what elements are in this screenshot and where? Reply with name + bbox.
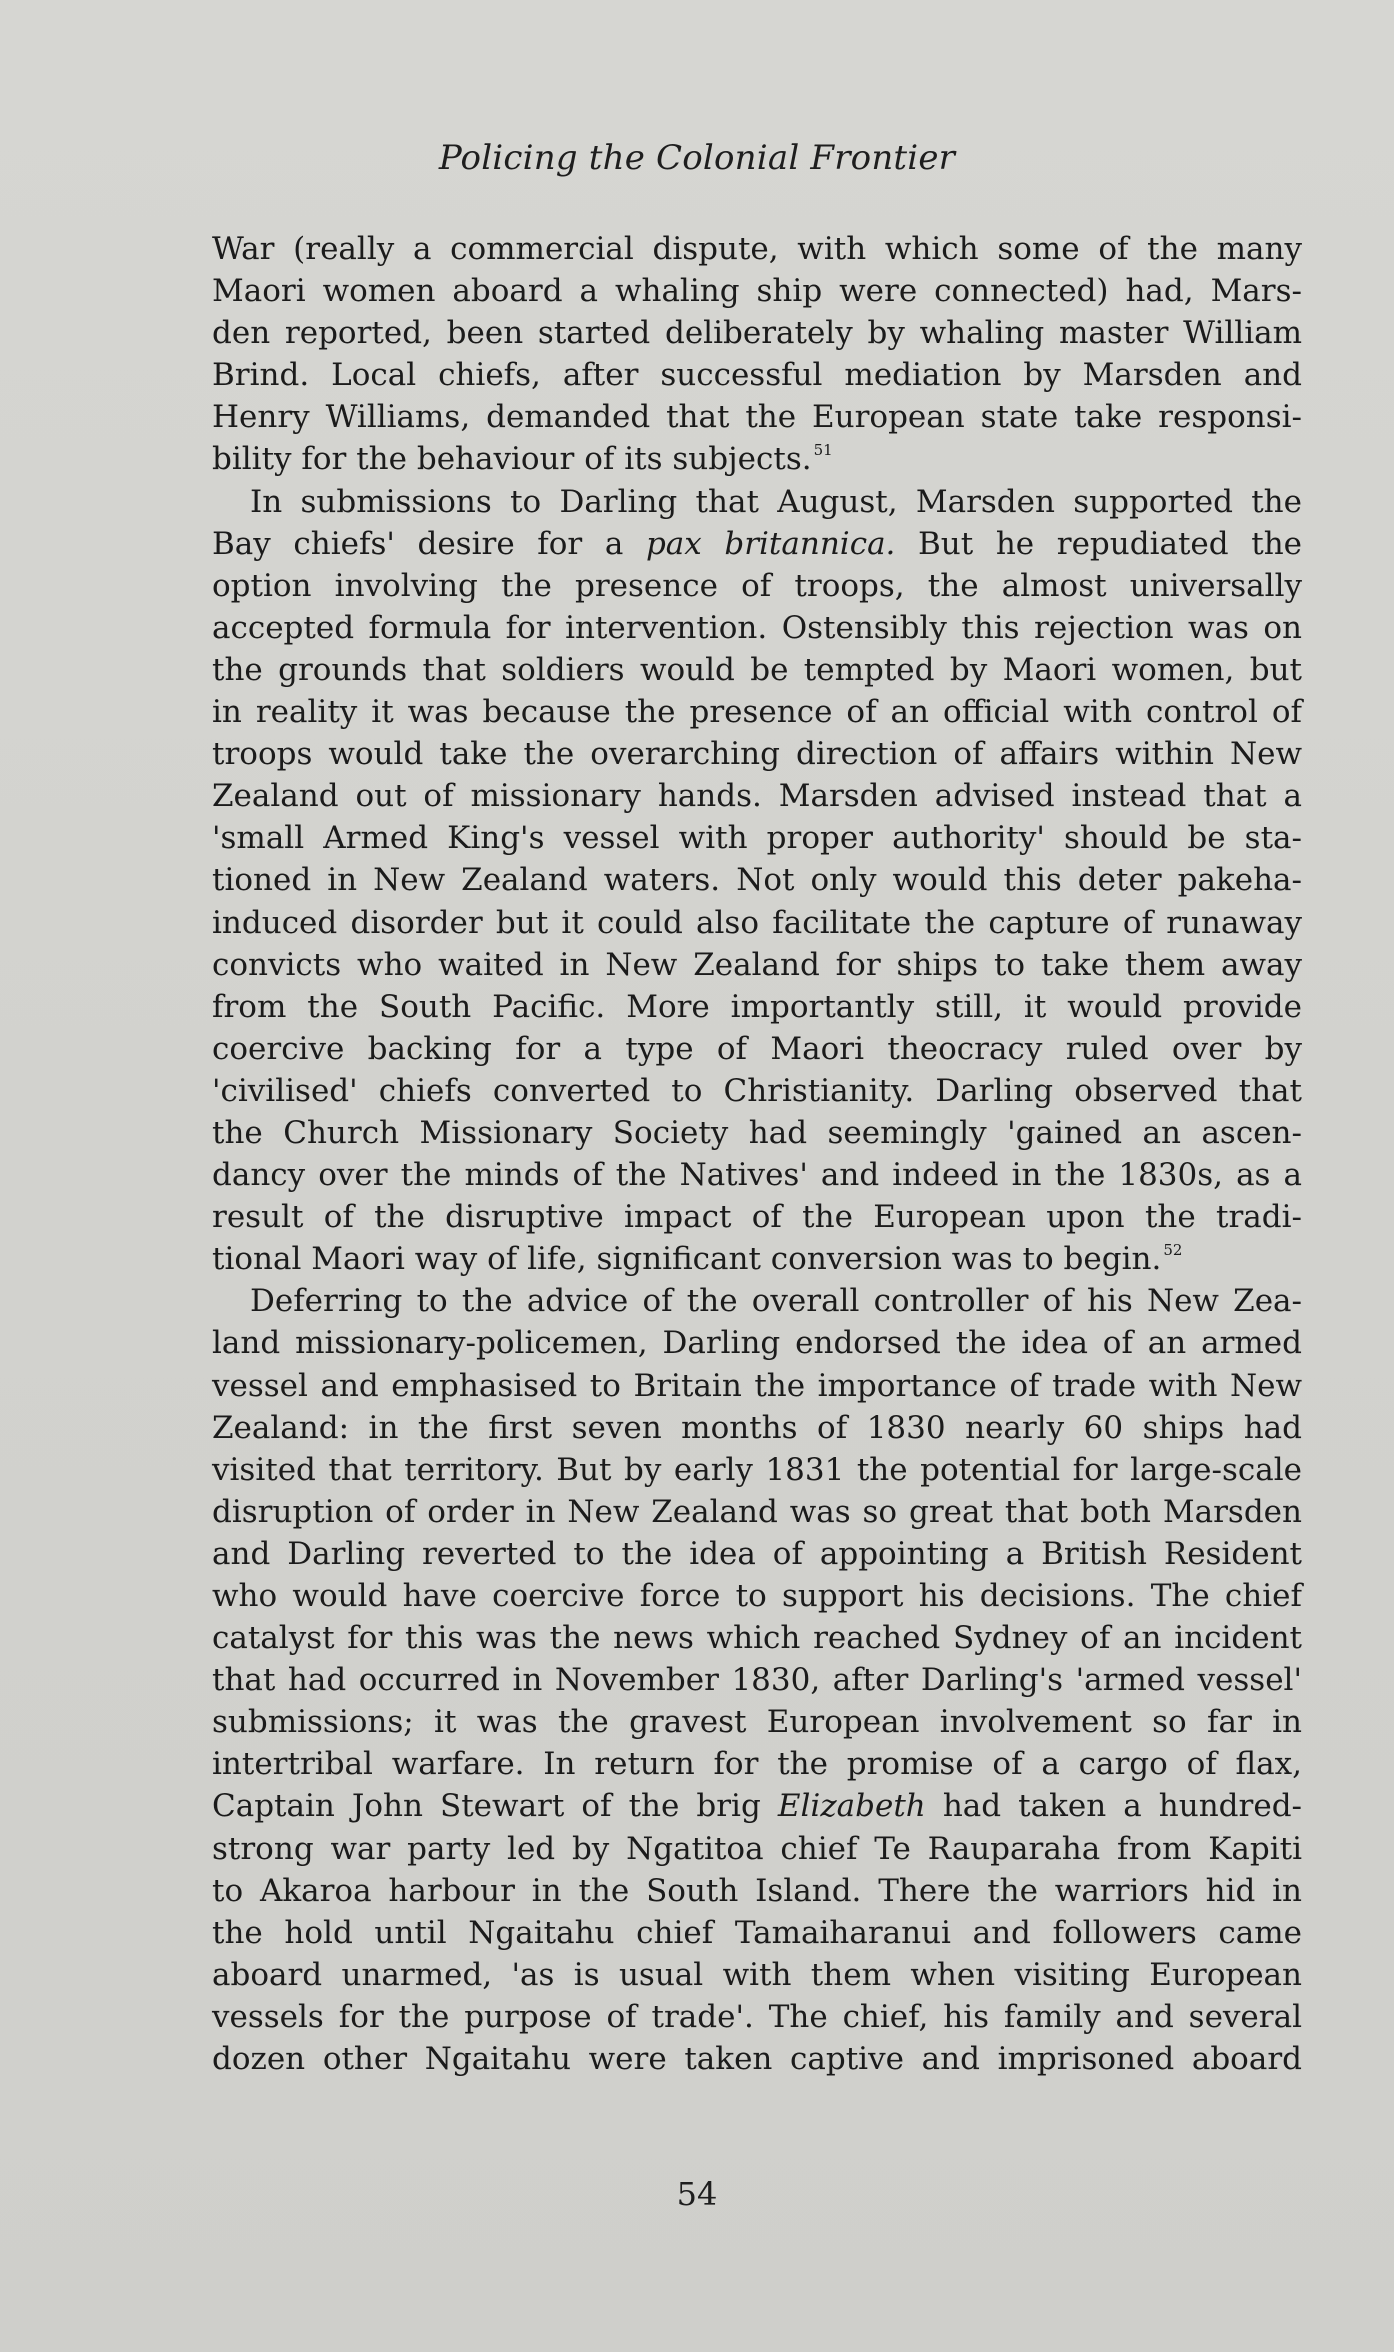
text-line: to Akaroa harbour in the South Island. There the warriors hid in <box>212 1872 1302 1909</box>
text-line: 'civilised' chiefs converted to Christianity. Darling observed that <box>212 1072 1302 1109</box>
text-line: strong war party led by Ngatitoa chief Te Rauparaha from Kapiti <box>212 1830 1302 1867</box>
text-line: Zealand: in the first seven months of 1830 nearly 60 ships had <box>212 1409 1302 1446</box>
text-line: aboard unarmed, 'as is usual with them when visiting European <box>212 1956 1302 1993</box>
text-line: accepted formula for intervention. Ostensibly this rejection was on <box>212 609 1302 646</box>
text-line: from the South Pacific. More importantly still, it would provide <box>212 988 1302 1025</box>
text-line: vessel and emphasised to Britain the importance of trade with New <box>212 1367 1302 1404</box>
footnote-ref[interactable]: 51 <box>813 441 833 460</box>
text-line: in reality it was because the presence of an official with control of <box>212 694 1302 731</box>
text-line: Bay chiefs' desire for a pax britannica. But he repudiated the <box>212 525 1303 562</box>
text-line: visited that territory. But by early 1831 the potential for large-scale <box>212 1451 1302 1488</box>
text-line: dozen other Ngaitahu were taken captive and imprisoned aboard <box>212 2041 1302 2078</box>
text-line: submissions; it was the gravest European involvement so far in <box>212 1704 1302 1741</box>
text-line: disruption of order in New Zealand was so great that both Marsden <box>212 1493 1302 1530</box>
text-line: Henry Williams, demanded that the European state take responsi- <box>212 399 1302 436</box>
page-number: 54 <box>676 2175 718 2213</box>
text-line: and Darling reverted to the idea of appointing a British Resident <box>212 1535 1302 1572</box>
text-line: who would have coercive force to support his decisions. The chief <box>212 1578 1302 1614</box>
text-line: vessels for the purpose of trade'. The chief, his family and several <box>212 1998 1302 2035</box>
text-line: convicts who waited in New Zealand for ships to take them away <box>212 946 1302 983</box>
text-line: den reported, been started deliberately by whaling master William <box>212 315 1302 352</box>
text-line: bility for the behaviour of its subjects. $^{51}$ <box>212 441 833 478</box>
text-line: In submissions to Darling that August, Marsden supported the <box>250 483 1302 520</box>
body-text <box>212 228 1302 2080</box>
text-line: tioned in New Zealand waters. Not only would this deter pakeha- <box>212 862 1302 899</box>
text-line: the hold until Ngaitahu chief Tamaiharanui and followers came <box>212 1914 1302 1951</box>
text-line: the Church Missionary Society had seemingly 'gained an ascen- <box>212 1114 1302 1151</box>
text-line: War (really a commercial dispute, with which some of the many <box>212 231 1302 267</box>
text-line: 'small Armed King's vessel with proper authority' should be sta- <box>212 820 1302 857</box>
text-line: result of the disruptive impact of the European upon the tradi- <box>212 1199 1302 1236</box>
text-line: Brind. Local chiefs, after successful mediation by Marsden and <box>212 357 1302 394</box>
text-line: Maori women aboard a whaling ship were connected) had, Mars- <box>212 273 1302 310</box>
text-line: Zealand out of missionary hands. Marsden advised instead that a <box>212 778 1302 815</box>
running-head: Policing the Colonial Frontier <box>438 138 956 178</box>
text-line: that had occurred in November 1830, after Darling's 'armed vessel' <box>212 1662 1302 1699</box>
text-line: tional Maori way of life, significant conversion was to begin. $^{52}$ <box>212 1241 1183 1278</box>
text-line: land missionary-policemen, Darling endorsed the idea of an armed <box>212 1325 1302 1362</box>
text-line: dancy over the minds of the Natives' and indeed in the 1830s, as a <box>212 1157 1302 1194</box>
text-line: the grounds that soldiers would be tempted by Maori women, but <box>212 651 1302 688</box>
footnote-ref[interactable]: 52 <box>1163 1241 1183 1260</box>
text-line: catalyst for this was the news which reached Sydney of an incident <box>212 1620 1302 1657</box>
text-line: intertribal warfare. In return for the promise of a cargo of flax, <box>212 1746 1302 1783</box>
text-line: option involving the presence of troops, the almost universally <box>212 567 1302 604</box>
text-line: Captain John Stewart of the brig Elizabeth had taken a hundred- <box>212 1788 1303 1825</box>
text-line: induced disorder but it could also facilitate the capture of runaway <box>212 904 1302 941</box>
text-line: Deferring to the advice of the overall controller of his New Zea- <box>250 1283 1302 1320</box>
text-line: troops would take the overarching direction of affairs within New <box>212 736 1302 773</box>
text-line: coercive backing for a type of Maori theocracy ruled over by <box>212 1030 1302 1067</box>
